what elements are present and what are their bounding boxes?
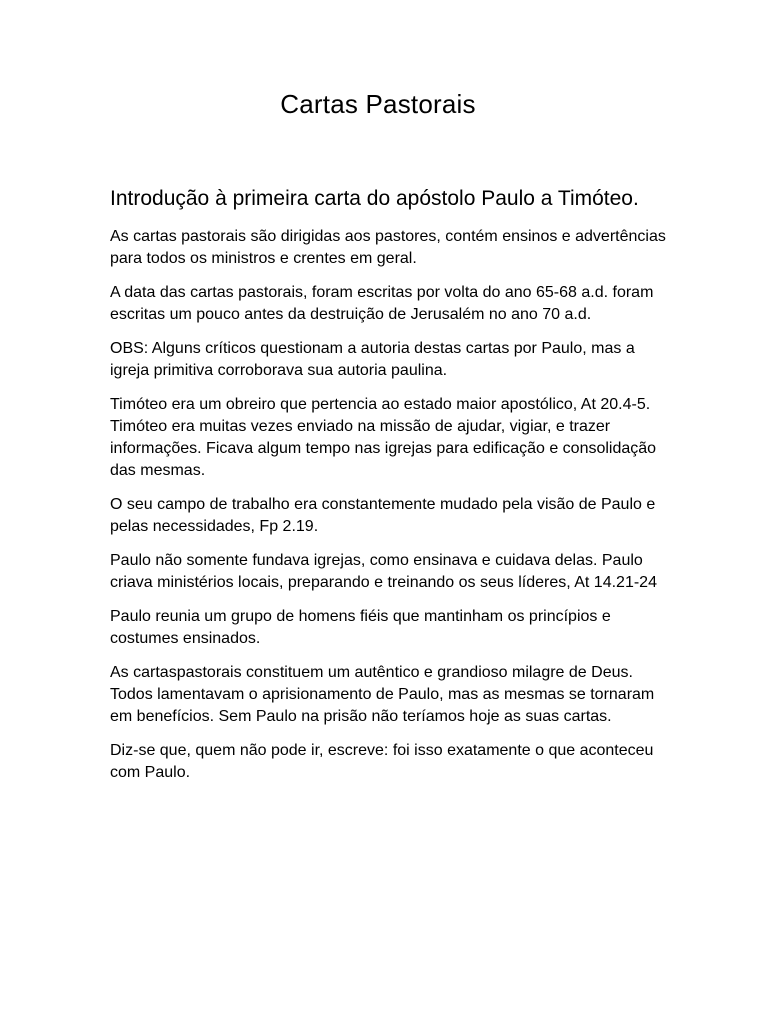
document-body: [110, 184, 670, 796]
paragraph-8: As cartaspastorais constituem um autêntico e grandioso milagre de Deus. Todos lamentavam o aprisionamento de Paulo, mas as mesmas se tornaram em benefícios. Sem Paulo na prisão não teríamos hoje as suas cartas.: [110, 664, 655, 725]
section-heading: Introdução à primeira carta do apóstolo Paulo a Timóteo.: [110, 187, 639, 210]
paragraph-3: OBS: Alguns críticos questionam a autoria destas cartas por Paulo, mas a igreja primitiva corroborava sua autoria paulina.: [110, 340, 635, 379]
paragraph-4: Timóteo era um obreiro que pertencia ao estado maior apostólico, At 20.4-5. Timóteo era muitas vezes enviado na missão de ajudar, vigiar, e trazer informações. Ficava algum tempo nas igrejas para edificação e consolidação das mesmas.: [110, 396, 657, 479]
document-title: Cartas Pastorais: [280, 89, 476, 119]
paragraph-7: Paulo reunia um grupo de homens fiéis que mantinham os princípios e costumes ensinados.: [110, 608, 611, 647]
paragraph-6: Paulo não somente fundava igrejas, como ensinava e cuidava delas. Paulo criava ministérios locais, preparando e treinando os seus líderes, At 14.21-24: [110, 552, 657, 591]
paragraph-5: O seu campo de trabalho era constantemente mudado pela visão de Paulo e pelas necessidades, Fp 2.19.: [110, 496, 656, 535]
paragraph-9: Diz-se que, quem não pode ir, escreve: foi isso exatamente o que aconteceu com Paulo.: [110, 742, 654, 781]
paragraph-1: As cartas pastorais são dirigidas aos pastores, contém ensinos e advertências para todos os ministros e crentes em geral.: [110, 228, 666, 267]
paragraph-2: A data das cartas pastorais, foram escritas por volta do ano 65-68 a.d. foram escritas um pouco antes da destruição de Jerusalém no ano 70 a.d.: [110, 284, 654, 323]
